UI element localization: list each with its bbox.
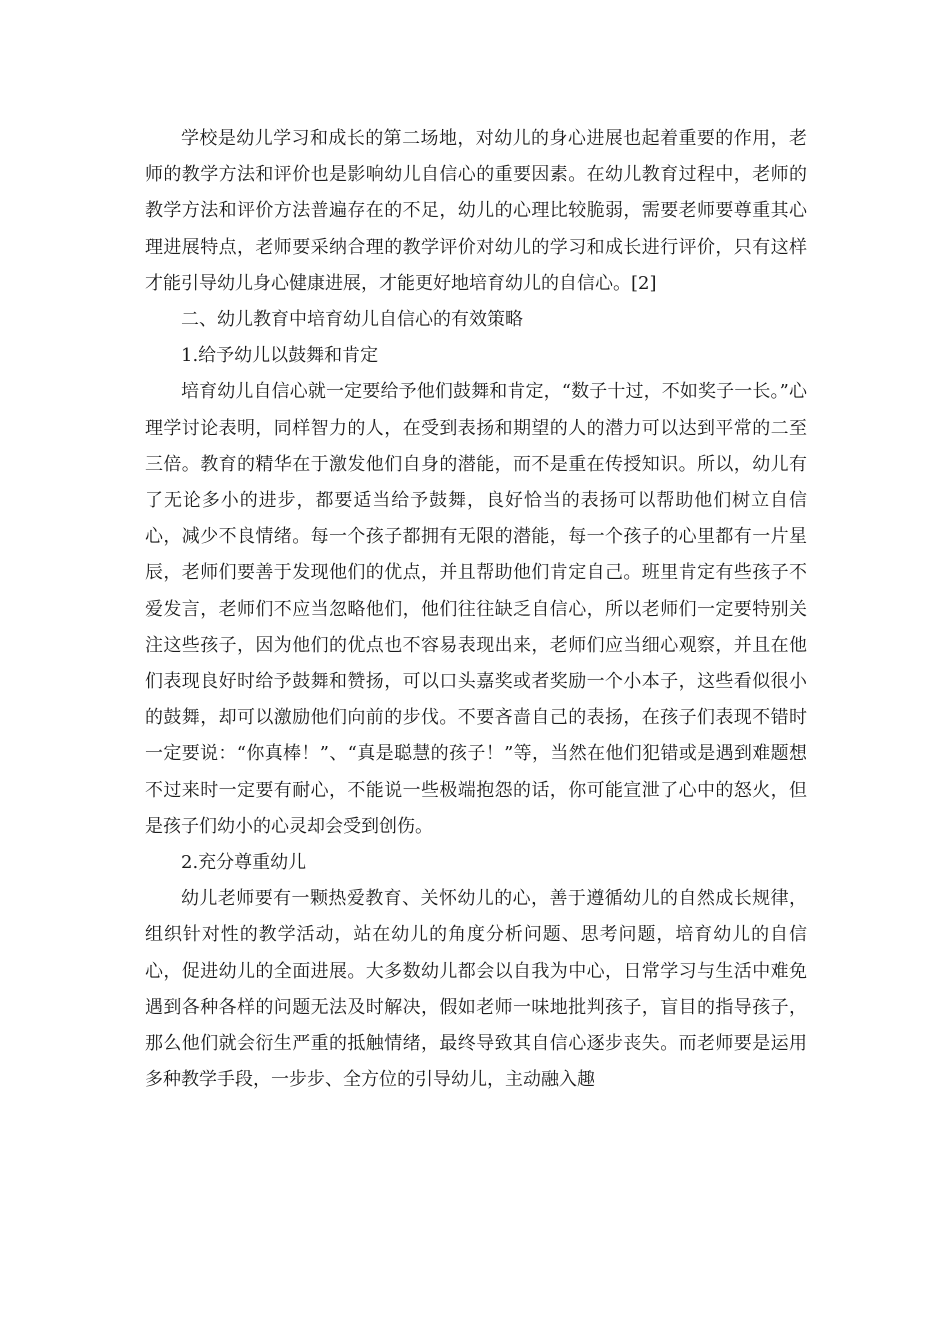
subsection-heading-encouragement: 1.给予幼儿以鼓舞和肯定 <box>181 345 379 367</box>
document-page <box>145 121 807 1098</box>
paragraph-school-role: 学校是幼儿学习和成长的第二场地，对幼儿的身心进展也起着重要的作用，老师的教学方法和评价也是影响幼儿自信心的重要因素。在幼儿教育过程中，老师的教学方法和评价方法普遍存在的不足，幼儿的心理比较脆弱，需要老师要尊重其心理进展特点，老师要采纳合理的教学评价对幼儿的学习和成长进行评价，只有这样才能引导幼儿身心健康进展，才能更好地培育幼儿的自信心。[2] <box>145 128 807 294</box>
section-heading-strategies: 二、幼儿教育中培育幼儿自信心的有效策略 <box>181 309 523 331</box>
paragraph-encouragement: 培育幼儿自信心就一定要给予他们鼓舞和肯定，“数子十过，不如奖子一长。”心理学讨论表明，同样智力的人，在受到表扬和期望的人的潜力可以达到平常的二至三倍。教育的精华在于激发他们自身的潜能，而不是重在传授知识。所以，幼儿有了无论多小的进步，都要适当给予鼓舞，良好恰当的表扬可以帮助他们树立自信心，减少不良情绪。每一个孩子都拥有无限的潜能，每一个孩子的心里都有一片星辰，老师们要善于发现他们的优点，并且帮助他们肯定自己。班里肯定有些孩子不爱发言，老师们不应当忽略他们，他们往往缺乏自信心，所以老师们一定要特别关注这些孩子，因为他们的优点也不容易表现出来，老师们应当细心观察，并且在他们表现良好时给予鼓舞和赞扬，可以口头嘉奖或者奖励一个小本子，这些看似很小的鼓舞，却可以激励他们向前的步伐。不要吝啬自己的表扬，在孩子们表现不错时一定要说：“你真棒！”、“真是聪慧的孩子！”等，当然在他们犯错或是遇到难题想不过来时一定要有耐心，不能说一些极端抱怨的话，你可能宣泄了心中的怒火，但是孩子们幼小的心灵却会受到创伤。 <box>145 381 807 837</box>
subsection-heading-respect: 2.充分尊重幼儿 <box>181 852 307 874</box>
paragraph-respect: 幼儿老师要有一颗热爱教育、关怀幼儿的心，善于遵循幼儿的自然成长规律，组织针对性的教学活动，站在幼儿的角度分析问题、思考问题，培育幼儿的自信心，促进幼儿的全面进展。大多数幼儿都会以自我为中心，日常学习与生活中难免遇到各种各样的问题无法及时解决，假如老师一味地批判孩子，盲目的指导孩子，那么他们就会衍生严重的抵触情绪，最终导致其自信心逐步丧失。而老师要是运用多种教学手段，一步步、全方位的引导幼儿，主动融入趣 <box>145 888 807 1091</box>
